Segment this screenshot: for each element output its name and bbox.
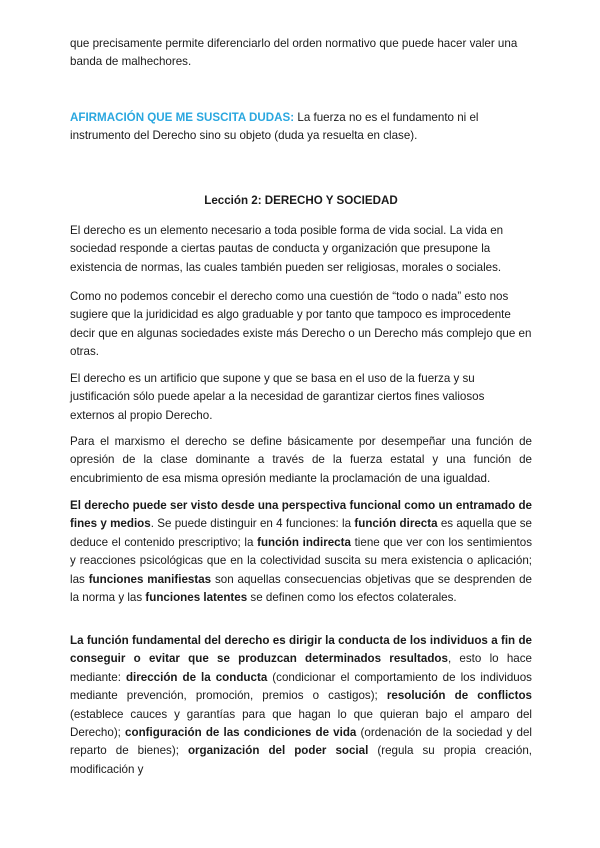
doubt-text: La fuerza no es el fundamento ni el instrumento del Derecho sino su objeto (duda ya resuelta en clase). [70,111,479,143]
term-funcion-directa: función directa [354,517,438,531]
term-funcion-indirecta: función indirecta [257,535,351,549]
paragraph-force: El derecho es un artificio que supone y que se basa en el uso de la fuerza y su justificación sólo puede apelar a la necesidad de garantizar ciertos fines valiosos externos al propio Derecho. [70,372,485,422]
lesson-title: Lección 2: DERECHO Y SOCIEDAD [204,194,398,207]
term-configuracion-condiciones: configuración de las condiciones de vida [125,726,357,740]
term-direccion-conducta: dirección de la conducta [125,670,268,684]
term-funciones-manifiestas: funciones manifiestas [88,572,212,586]
paragraph-intro: El derecho es un elemento necesario a toda posible forma de vida social. La vida en sociedad responde a ciertas pautas de conducta y organización que presupone la existencia de normas, las cuales también pueden ser religiosas, morales o sociales. [70,224,504,274]
doubt-label: AFIRMACIÓN QUE ME SUSCITA DUDAS: [70,111,295,124]
functions-lead: El derecho puede ser visto desde una perspectiva funcional como un entramado de fines y medios [70,499,532,531]
paragraph-continuation: que precisamente permite diferenciarlo del orden normativo que puede hacer valer una banda de malhechores. [70,37,518,69]
paragraph-marxism: Para el marxismo el derecho se define básicamente por desempeñar una función de opresión de la clase dominante a través de la fuerza estatal y una función de encubrimiento de esa misma opresión mediante la proclamación de una igualdad. [70,435,532,485]
paragraph-doubt [70,109,532,146]
paragraph-fundamental-function: La función fundamental del derecho es dirigir la conducta de los individuos a fin de conseguir o evitar que se produzcan determinados resultados, esto lo hace mediante: dirección de la conducta (condicionar el comportamiento de los individuos mediante prevención, promoción, premios o castigos); resolución de conflictos (establece cauces y garantías para que hagan lo que quieran bajo el amparo del Derecho); configuración de las condiciones de vida (ordenación de la sociedad y del reparto de bienes); organización del poder social (regula su propia creación, modificación y [70,634,533,776]
term-resolucion-conflictos: resolución de conflictos [386,689,532,703]
paragraph-functions: El derecho puede ser visto desde una perspectiva funcional como un entramado de fines y medios. Se puede distinguir en 4 funciones: la función directa es aquella que se deduce el contenido prescriptivo; la función indirecta tiene que ver con los sentimientos y reacciones psicológicas que en la colectividad suscita su mera existencia o aplicación; las funciones manifiestas son aquellas consecuencias objetivas que se desprenden de la norma y las funciones latentes se definen como los efectos colaterales. [70,499,533,605]
term-organizacion-poder: organización del poder social [187,744,369,758]
term-funciones-latentes: funciones latentes [145,591,248,605]
paragraph-gradual: Como no podemos concebir el derecho como una cuestión de “todo o nada” esto nos sugiere que la juridicidad es algo graduable y por tanto que tampoco es improcedente decir que en algunas sociedades existe más Derecho o un Derecho más complejo que en otras. [70,290,532,359]
fundamental-lead: La función fundamental del derecho es dirigir la conducta de los individuos a fin de conseguir o evitar que se produzcan determinados resultados [70,634,532,666]
